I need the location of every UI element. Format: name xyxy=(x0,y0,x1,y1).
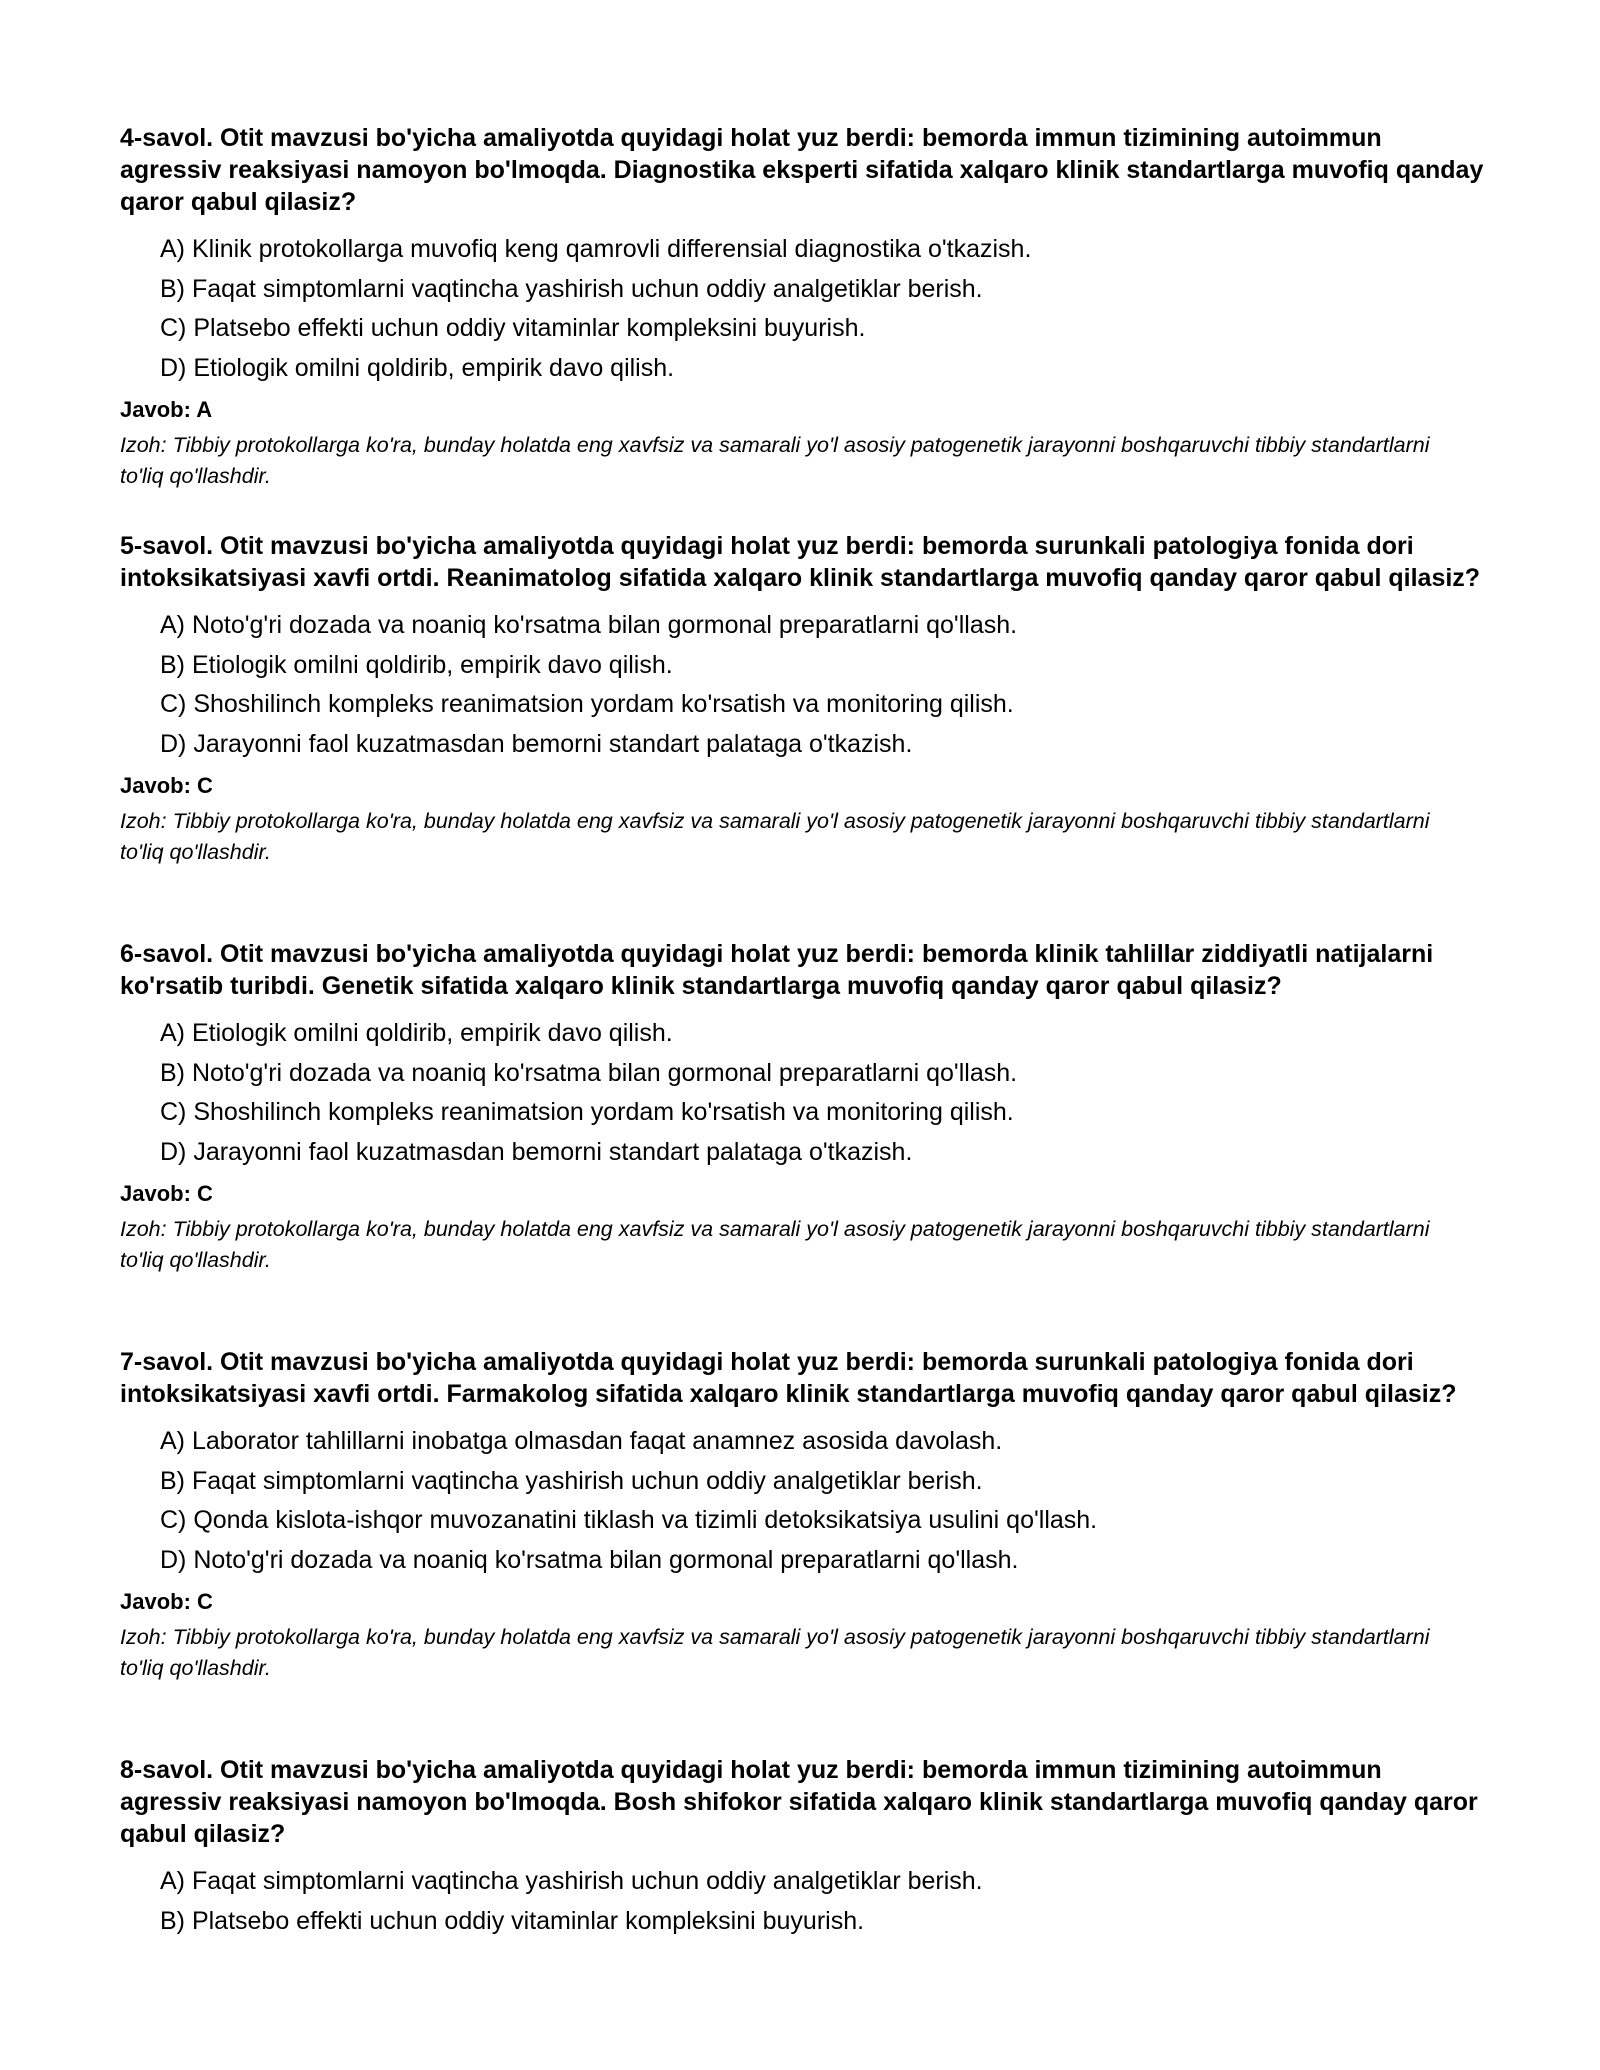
explanation-note: Izoh: Tibbiy protokollarga ko'ra, bunday holatda eng xavfsiz va samarali yo'l asosiy patogenetik jarayonni boshqaruvchi tibbiy standartlarni to'liq qo'llashdir. xyxy=(120,809,1430,864)
answer-label: Javob: C xyxy=(120,1589,213,1614)
option-d: D) Jarayonni faol kuzatmasdan bemorni standart palataga o'tkazish. xyxy=(160,1137,913,1166)
option-b: B) Faqat simptomlarni vaqtincha yashirish uchun oddiy analgetiklar berish. xyxy=(160,274,983,303)
option-a: A) Etiologik omilni qoldirib, empirik davo qilish. xyxy=(160,1019,673,1047)
option-c: C) Shoshilinch kompleks reanimatsion yordam ko'rsatish va monitoring qilish. xyxy=(160,1098,1014,1126)
option-b: B) Etiologik omilni qoldirib, empirik davo qilish. xyxy=(160,650,673,679)
option-c: C) Platsebo effekti uchun oddiy vitaminlar kompleksini buyurish. xyxy=(160,314,866,342)
question-title: 6-savol. Otit mavzusi bo'yicha amaliyotda quyidagi holat yuz berdi: bemorda klinik tahlillar ziddiyatli natijalarni ko'rsatib turibdi. Genetik sifatida xalqaro klinik standartlarga muvofiq qanday qaror qabul qilasiz? xyxy=(120,940,1434,1000)
explanation-note: Izoh: Tibbiy protokollarga ko'ra, bunday holatda eng xavfsiz va samarali yo'l asosiy patogenetik jarayonni boshqaruvchi tibbiy standartlarni to'liq qo'llashdir. xyxy=(120,1217,1430,1272)
question-title: 4-savol. Otit mavzusi bo'yicha amaliyotda quyidagi holat yuz berdi: bemorda immun tizimining autoimmun agressiv reaksiyasi namoyon bo'lmoqda. Diagnostika eksperti sifatida xalqaro klinik standartlarga muvofiq qanday qaror qabul qilasiz? xyxy=(120,124,1484,216)
option-b: B) Noto'g'ri dozada va noaniq ko'rsatma bilan gormonal preparatlarni qo'llash. xyxy=(160,1058,1018,1087)
options-list xyxy=(120,1014,1490,1172)
options-list xyxy=(120,1422,1490,1580)
options-list xyxy=(120,1862,1490,1941)
option-c: C) Shoshilinch kompleks reanimatsion yordam ko'rsatish va monitoring qilish. xyxy=(160,690,1014,718)
explanation-note: Izoh: Tibbiy protokollarga ko'ra, bunday holatda eng xavfsiz va samarali yo'l asosiy patogenetik jarayonni boshqaruvchi tibbiy standartlarni to'liq qo'llashdir. xyxy=(120,433,1430,488)
option-d: D) Etiologik omilni qoldirib, empirik davo qilish. xyxy=(160,353,675,382)
question-block xyxy=(120,530,1490,868)
option-a: A) Faqat simptomlarni vaqtincha yashirish uchun oddiy analgetiklar berish. xyxy=(160,1867,983,1895)
answer-label: Javob: C xyxy=(120,773,213,798)
option-c: C) Qonda kislota-ishqor muvozanatini tiklash va tizimli detoksikatsiya usulini qo'llash. xyxy=(160,1506,1098,1534)
options-list xyxy=(120,230,1490,388)
question-block xyxy=(120,1346,1490,1684)
question-block xyxy=(120,122,1490,492)
option-b: B) Platsebo effekti uchun oddiy vitaminlar kompleksini buyurish. xyxy=(160,1906,865,1935)
options-list xyxy=(120,606,1490,764)
question-title: 7-savol. Otit mavzusi bo'yicha amaliyotda quyidagi holat yuz berdi: bemorda surunkali patologiya fonida dori intoksikatsiyasi xavfi ortdi. Farmakolog sifatida xalqaro klinik standartlarga muvofiq qanday qaror qabul qilasiz? xyxy=(120,1348,1457,1408)
option-a: A) Noto'g'ri dozada va noaniq ko'rsatma bilan gormonal preparatlarni qo'llash. xyxy=(160,611,1018,639)
option-a: A) Klinik protokollarga muvofiq keng qamrovli differensial diagnostika o'tkazish. xyxy=(160,235,1032,263)
question-block xyxy=(120,1754,1490,1941)
option-b: B) Faqat simptomlarni vaqtincha yashirish uchun oddiy analgetiklar berish. xyxy=(160,1466,983,1495)
option-a: A) Laborator tahlillarni inobatga olmasdan faqat anamnez asosida davolash. xyxy=(160,1427,1003,1455)
option-d: D) Jarayonni faol kuzatmasdan bemorni standart palataga o'tkazish. xyxy=(160,729,913,758)
option-d: D) Noto'g'ri dozada va noaniq ko'rsatma bilan gormonal preparatlarni qo'llash. xyxy=(160,1545,1019,1574)
question-title: 5-savol. Otit mavzusi bo'yicha amaliyotda quyidagi holat yuz berdi: bemorda surunkali patologiya fonida dori intoksikatsiyasi xavfi ortdi. Reanimatolog sifatida xalqaro klinik standartlarga muvofiq qanday qaror qabul qilasiz? xyxy=(120,532,1481,592)
explanation-note: Izoh: Tibbiy protokollarga ko'ra, bunday holatda eng xavfsiz va samarali yo'l asosiy patogenetik jarayonni boshqaruvchi tibbiy standartlarni to'liq qo'llashdir. xyxy=(120,1625,1430,1680)
question-title: 8-savol. Otit mavzusi bo'yicha amaliyotda quyidagi holat yuz berdi: bemorda immun tizimining autoimmun agressiv reaksiyasi namoyon bo'lmoqda. Bosh shifokor sifatida xalqaro klinik standartlarga muvofiq qanday qaror qabul qilasiz? xyxy=(120,1756,1478,1848)
question-block xyxy=(120,938,1490,1276)
answer-label: Javob: A xyxy=(120,397,213,422)
answer-label: Javob: C xyxy=(120,1181,213,1206)
